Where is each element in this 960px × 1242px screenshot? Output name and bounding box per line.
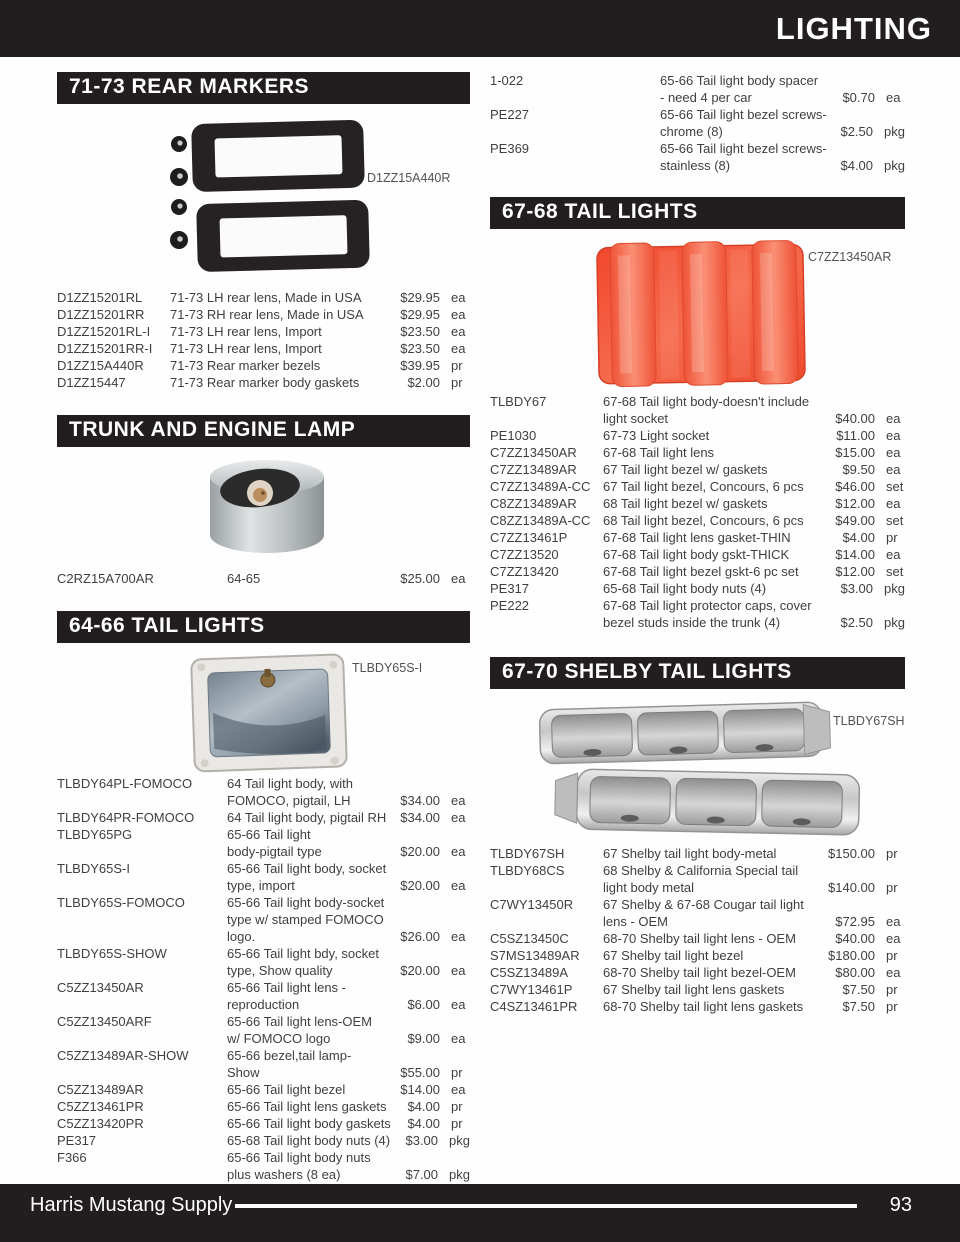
part-number: C5SZ13489A: [490, 965, 569, 980]
part-description: 65-66 Tail light lens gaskets $4.00 pr: [227, 1098, 470, 1115]
part-price: $150.00: [828, 846, 875, 861]
part-number: TLBDY64PL-FOMOCO: [57, 776, 193, 791]
part-unit: ea: [451, 1031, 466, 1046]
part-price: $4.00: [407, 1099, 440, 1114]
part-description: 71-73 LH rear lens, Import $23.50 ea: [170, 340, 470, 357]
part-unit: ea: [886, 90, 901, 105]
part-unit: pkg: [449, 1133, 470, 1148]
part-unit: set: [886, 513, 904, 528]
table-row: [57, 1081, 470, 1098]
part-description: 67 Shelby & 67-68 Cougar tail light lens - OEM $72.95 ea: [603, 896, 905, 930]
part-unit: pr: [886, 846, 898, 861]
part-description: 67-68 Tail light body gskt-THICK $14.00 ea: [603, 546, 905, 563]
table-row: [490, 947, 905, 964]
part-price: $140.00: [828, 880, 875, 895]
table-row: [490, 427, 905, 444]
table-row: [57, 775, 470, 809]
tail-6466-table: [57, 775, 470, 1183]
table-row: [490, 964, 905, 981]
part-price: $80.00: [835, 965, 875, 980]
footer-page-number: 93: [889, 1194, 912, 1216]
part-number: PE222: [490, 598, 530, 613]
part-price: $7.50: [842, 999, 875, 1014]
part-price: $14.00: [400, 1082, 440, 1097]
part-number: TLBDY65S-FOMOCO: [57, 895, 185, 910]
part-description: 65-68 Tail light body nuts (4) $3.00 pkg: [603, 581, 905, 596]
part-number: TLBDY65S-I: [57, 861, 130, 876]
grommets: [170, 136, 188, 249]
part-description: 64 Tail light body, with FOMOCO, pigtail, LH $34.00 ea: [227, 775, 470, 809]
part-number: C7ZZ13420: [490, 564, 559, 579]
part-unit: ea: [886, 965, 901, 980]
part-price: $23.50: [400, 324, 440, 339]
section-header-shelby: 67-70 SHELBY TAIL LIGHTS: [490, 657, 905, 689]
part-unit: pkg: [884, 158, 905, 173]
rear-markers-table: [57, 289, 470, 391]
right-column: [490, 72, 905, 1015]
part-price: $9.50: [842, 462, 875, 477]
table-row: [490, 998, 905, 1015]
part-unit: ea: [451, 810, 466, 825]
table-row: [57, 306, 470, 323]
table-row: [490, 529, 905, 546]
table-row: [490, 72, 905, 106]
part-number: PE317: [490, 581, 530, 596]
part-number: C5SZ13450C: [490, 931, 569, 946]
section-header-tail-6466: 64-66 TAIL LIGHTS: [57, 611, 470, 643]
part-description: 67 Tail light bezel, Concours, 6 pcs $46.00 set: [603, 479, 904, 494]
part-unit: pr: [886, 948, 898, 963]
trunk-lamp-table: [57, 570, 470, 587]
part-number: D1ZZ15447: [57, 375, 126, 390]
table-row: [490, 563, 905, 580]
part-number: C5ZZ13489AR: [57, 1082, 144, 1097]
part-unit: ea: [886, 496, 901, 511]
part-price: $11.00: [836, 428, 875, 443]
part-unit: ea: [886, 428, 901, 443]
part-description: 67 Tail light bezel w/ gaskets $9.50 ea: [603, 461, 905, 478]
page-banner: [0, 0, 960, 57]
part-unit: pr: [886, 880, 898, 895]
part-description: 65-66 Tail light bdy, socket type, Show quality $20.00 ea: [227, 945, 470, 979]
part-description: 71-73 RH rear lens, Made in USA $29.95 ea: [170, 306, 470, 323]
part-description: 68-70 Shelby tail light bezel-OEM $80.00 ea: [603, 964, 905, 981]
part-price: $7.50: [842, 982, 875, 997]
part-description: 71-73 LH rear lens, Made in USA $29.95 ea: [170, 289, 470, 306]
part-price: $7.00: [405, 1167, 439, 1182]
part-unit: ea: [451, 997, 466, 1012]
part-number: C4SZ13461PR: [490, 999, 578, 1014]
table-row: [57, 570, 470, 587]
part-price: $3.00: [840, 581, 874, 596]
part-price: $25.00: [400, 571, 440, 586]
table-row: [490, 930, 905, 947]
table-row: [490, 461, 905, 478]
part-description: 65-66 Tail light body spacer - need 4 per car $0.70 ea: [660, 72, 905, 106]
part-description: 67-68 Tail light bezel gskt-6 pc set $12.00 set: [603, 564, 904, 579]
table-row: [490, 444, 905, 461]
table-row: [490, 495, 905, 512]
part-description: 68 Tail light bezel w/ gaskets $12.00 ea: [603, 495, 905, 512]
part-description: 65-66 Tail light bezel $14.00 ea: [227, 1081, 470, 1098]
part-description: 64 Tail light body, pigtail RH $34.00 ea: [227, 809, 470, 826]
part-price: $34.00: [400, 810, 440, 825]
image-part-label: C7ZZ13450AR: [808, 250, 892, 264]
part-number: PE1030: [490, 428, 537, 443]
table-row: [57, 1047, 470, 1081]
part-description: 65-68 Tail light body nuts (4) $3.00 pkg: [227, 1133, 470, 1148]
part-description: 68-70 Shelby tail light lens gaskets $7.50 pr: [603, 998, 905, 1015]
part-description: 68 Tail light bezel, Concours, 6 pcs $49.00 set: [603, 513, 904, 528]
part-unit: pkg: [884, 581, 905, 596]
table-row: [490, 597, 905, 631]
part-price: $72.95: [835, 914, 875, 929]
part-number: PE227: [490, 107, 530, 122]
shelby-image: [490, 700, 905, 842]
part-price: $20.00: [400, 878, 440, 893]
part-unit: ea: [886, 445, 901, 460]
part-number: D1ZZ15201RR-I: [57, 341, 153, 356]
part-unit: ea: [451, 844, 466, 859]
table-row: [490, 140, 905, 174]
part-description: 65-66 bezel,tail lamp- Show $55.00 pr: [227, 1047, 470, 1081]
table-row: [57, 357, 470, 374]
part-price: $39.95: [400, 358, 440, 373]
part-number: C8ZZ13489A-CC: [490, 513, 591, 528]
part-unit: ea: [451, 793, 466, 808]
part-number: C5ZZ13461PR: [57, 1099, 144, 1114]
part-price: $49.00: [835, 513, 875, 528]
part-number: C7WY13461P: [490, 982, 573, 997]
table-row: [490, 896, 905, 930]
table-row: [490, 512, 905, 529]
table-row: [490, 981, 905, 998]
part-unit: ea: [886, 411, 901, 426]
part-unit: set: [886, 564, 904, 579]
part-description: 65-66 Tail light body nuts plus washers (8 ea) $7.00 pkg: [227, 1150, 470, 1182]
part-description: 71-73 LH rear lens, Import $23.50 ea: [170, 323, 470, 340]
part-description: 65-66 Tail light bezel screws- stainless (8) $4.00 pkg: [660, 141, 905, 173]
rear-marker-bezels-illustration: [57, 116, 470, 289]
part-description: 65-66 Tail light body-socket type w/ stamped FOMOCO logo. $26.00 ea: [227, 894, 470, 945]
part-unit: ea: [451, 324, 466, 339]
part-price: $2.50: [840, 615, 874, 630]
part-number: TLBDY67SH: [490, 846, 565, 861]
table-row: [57, 323, 470, 340]
part-number: C8ZZ13489AR: [490, 496, 577, 511]
part-unit: ea: [886, 914, 901, 929]
table-row: [57, 1098, 470, 1115]
part-price: $12.00: [835, 496, 875, 511]
table-row: [57, 826, 470, 860]
part-unit: pr: [886, 530, 898, 545]
part-price: $40.00: [835, 931, 875, 946]
part-number: TLBDY64PR-FOMOCO: [57, 810, 195, 825]
image-part-label: TLBDY65S-I: [352, 661, 423, 675]
part-description: 65-66 Tail light body gaskets $4.00 pr: [227, 1115, 470, 1132]
footer-company: Harris Mustang Supply: [30, 1194, 233, 1216]
part-number: C2RZ15A700AR: [57, 571, 154, 586]
part-description: 67-73 Light socket $11.00 ea: [603, 427, 905, 444]
part-price: $180.00: [828, 948, 875, 963]
tail-6768-table: [490, 393, 905, 631]
table-row: [490, 580, 905, 597]
part-number: TLBDY65S-SHOW: [57, 946, 167, 961]
part-unit: pr: [886, 982, 898, 997]
rear-markers-image: [57, 116, 470, 289]
part-price: $0.70: [842, 90, 875, 105]
part-description: 71-73 Rear marker body gaskets $2.00 pr: [170, 374, 470, 391]
table-row: [57, 289, 470, 306]
part-description: 71-73 Rear marker bezels $39.95 pr: [170, 357, 470, 374]
part-unit: ea: [886, 547, 901, 562]
part-unit: pkg: [884, 124, 905, 139]
part-number: F366: [57, 1150, 87, 1165]
part-unit: pr: [886, 999, 898, 1014]
part-price: $34.00: [400, 793, 440, 808]
table-row: [57, 1132, 470, 1149]
table-row: [57, 979, 470, 1013]
part-number: TLBDY65PG: [57, 827, 133, 842]
table-row: [57, 894, 470, 945]
table-row: [490, 845, 905, 862]
section-header-trunk-lamp: TRUNK AND ENGINE LAMP: [57, 415, 470, 447]
part-number: C7ZZ13450AR: [490, 445, 577, 460]
part-price: $20.00: [400, 963, 440, 978]
part-number: C7ZZ13489A-CC: [490, 479, 591, 494]
part-price: $40.00: [835, 411, 875, 426]
part-description: 64-65 $25.00 ea: [227, 570, 470, 587]
part-unit: ea: [451, 571, 466, 586]
part-unit: pr: [451, 1065, 463, 1080]
part-price: $14.00: [835, 547, 875, 562]
part-unit: pr: [451, 1116, 463, 1131]
part-number: C7WY13450R: [490, 897, 574, 912]
part-number: D1ZZ15A440R: [57, 358, 144, 373]
part-price: $2.50: [840, 124, 874, 139]
part-unit: ea: [451, 929, 466, 944]
banner-title: LIGHTING: [775, 10, 932, 46]
part-description: 65-66 Tail light bezel screws- chrome (8) $2.50 pkg: [660, 107, 905, 139]
part-price: $4.00: [407, 1116, 440, 1131]
part-number: C7ZZ13489AR: [490, 462, 577, 477]
part-unit: set: [886, 479, 904, 494]
table-row: [57, 374, 470, 391]
table-row: [57, 860, 470, 894]
part-price: $23.50: [400, 341, 440, 356]
part-price: $9.00: [407, 1031, 440, 1046]
image-part-label: TLBDY67SH: [833, 714, 905, 728]
part-number: PE317: [57, 1133, 97, 1148]
spacer-screws-table: [490, 72, 905, 174]
part-price: $20.00: [400, 844, 440, 859]
part-number: PE369: [490, 141, 530, 156]
part-number: D1ZZ15201RR: [57, 307, 145, 322]
part-unit: ea: [886, 931, 901, 946]
part-price: $6.00: [407, 997, 440, 1012]
trunk-lamp-image: [57, 455, 470, 562]
table-row: [57, 809, 470, 826]
part-unit: ea: [451, 1082, 466, 1097]
page-footer: [0, 1184, 960, 1242]
part-description: 65-66 Tail light lens - reproduction $6.00 ea: [227, 979, 470, 1013]
part-description: 67 Shelby tail light lens gaskets $7.50 pr: [603, 981, 905, 998]
table-row: [490, 862, 905, 896]
part-price: $15.00: [835, 445, 875, 460]
image-part-label: D1ZZ15A440R: [367, 171, 451, 185]
part-description: 67 Shelby tail light body-metal $150.00 pr: [603, 845, 905, 862]
part-number: C5ZZ13450ARF: [57, 1014, 152, 1029]
table-row: [490, 106, 905, 140]
part-price: $55.00: [400, 1065, 440, 1080]
section-header-tail-6768: 67-68 TAIL LIGHTS: [490, 197, 905, 229]
part-price: $29.95: [400, 307, 440, 322]
table-row: [57, 340, 470, 357]
part-number: D1ZZ15201RL-I: [57, 324, 151, 339]
part-unit: pr: [451, 1099, 463, 1114]
shelby-table: [490, 845, 905, 1015]
table-row: [490, 393, 905, 427]
part-number: C7ZZ13520: [490, 547, 559, 562]
part-description: 65-66 Tail light body, socket type, import $20.00 ea: [227, 860, 470, 894]
part-number: D1ZZ15201RL: [57, 290, 143, 305]
table-row: [490, 478, 905, 495]
table-row: [57, 1013, 470, 1047]
part-unit: pr: [451, 375, 463, 390]
part-description: 67-68 Tail light protector caps, cover bezel studs inside the trunk (4) $2.50 pkg: [603, 598, 905, 630]
part-unit: ea: [451, 341, 466, 356]
part-price: $26.00: [400, 929, 440, 944]
part-number: C5ZZ13420PR: [57, 1116, 144, 1131]
part-number: S7MS13489AR: [490, 948, 580, 963]
footer-rule: [235, 1204, 857, 1208]
part-description: 65-66 Tail light lens-OEM w/ FOMOCO logo $9.00 ea: [227, 1013, 470, 1047]
part-unit: ea: [451, 878, 466, 893]
trunk-lamp-illustration: [57, 455, 470, 562]
part-description: 67 Shelby tail light bezel $180.00 pr: [603, 947, 905, 964]
part-number: C5ZZ13489AR-SHOW: [57, 1048, 189, 1063]
section-header-rear-markers: 71-73 REAR MARKERS: [57, 72, 470, 104]
part-number: 1-022: [490, 73, 524, 88]
part-price: $3.00: [405, 1133, 439, 1148]
tail-6466-image: [57, 653, 470, 775]
part-unit: ea: [451, 290, 466, 305]
part-unit: ea: [451, 963, 466, 978]
part-price: $29.95: [400, 290, 440, 305]
part-unit: pkg: [449, 1167, 470, 1182]
part-unit: ea: [451, 307, 466, 322]
part-number: TLBDY68CS: [490, 863, 565, 878]
left-column: [57, 72, 470, 1183]
part-description: 67-68 Tail light body-doesn't include light socket $40.00 ea: [603, 393, 905, 427]
part-description: 68 Shelby & California Special tail light body metal $140.00 pr: [603, 862, 905, 896]
part-price: $12.00: [835, 564, 875, 579]
part-description: 68-70 Shelby tail light lens - OEM $40.00 ea: [603, 930, 905, 947]
part-description: 65-66 Tail light body-pigtail type $20.00 ea: [227, 826, 470, 860]
part-description: 67-68 Tail light lens gasket-THIN $4.00 pr: [603, 529, 905, 546]
part-number: C5ZZ13450AR: [57, 980, 144, 995]
table-row: [57, 1115, 470, 1132]
part-price: $4.00: [840, 158, 874, 173]
part-number: C7ZZ13461P: [490, 530, 568, 545]
part-price: $4.00: [842, 530, 875, 545]
part-price: $46.00: [835, 479, 875, 494]
part-description: 67-68 Tail light lens $15.00 ea: [603, 444, 905, 461]
table-row: [57, 1149, 470, 1183]
part-price: $2.00: [407, 375, 440, 390]
table-row: [490, 546, 905, 563]
tail-6768-image: [490, 240, 905, 388]
part-unit: pr: [451, 358, 463, 373]
table-row: [57, 945, 470, 979]
part-number: TLBDY67: [490, 394, 547, 409]
part-unit: pkg: [884, 615, 905, 630]
part-unit: ea: [886, 462, 901, 477]
